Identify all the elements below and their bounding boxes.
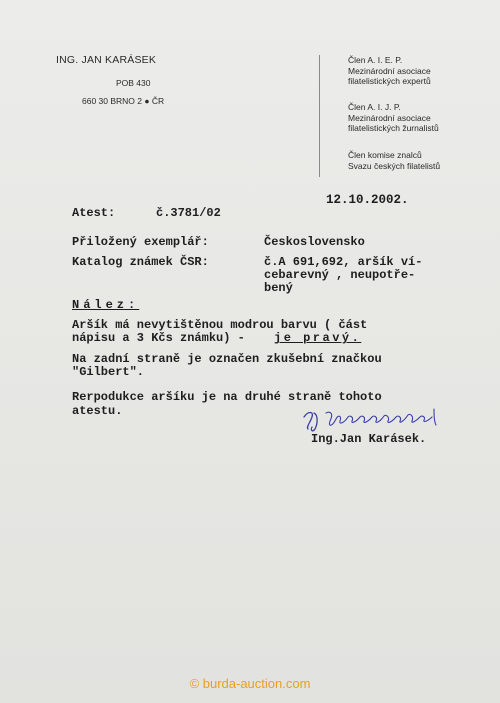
finding-text-line: atestu. xyxy=(72,404,123,418)
finding-text-line: nápisu a 3 Kčs známku) - xyxy=(72,331,245,345)
enclosed-label: Přiložený exemplář: xyxy=(72,235,209,249)
membership-line: Mezinárodní asociace xyxy=(348,112,431,123)
atest-number: č.3781/02 xyxy=(156,206,221,220)
membership-aiep xyxy=(348,55,431,87)
enclosed-value: Československo xyxy=(264,235,365,249)
membership-line: Svazu českých filatelistů xyxy=(348,160,441,171)
finding-text-line: Rerpodukce aršíku je na druhé straně tohoto xyxy=(72,390,382,404)
finding-text-line: Aršík má nevytištěnou modrou barvu ( část xyxy=(72,318,368,332)
letterhead-pob: POB 430 xyxy=(116,78,151,88)
catalog-label: Katalog známek ČSR: xyxy=(72,255,209,269)
letterhead-name: ING. JAN KARÁSEK xyxy=(56,54,157,66)
catalog-line: cebarevný , neupotře- xyxy=(264,268,416,282)
membership-line: filatelistických žurnalistů xyxy=(348,123,439,133)
signer-name: Ing.Jan Karásek. xyxy=(311,432,427,446)
membership-line: Mezinárodní asociace xyxy=(348,65,431,76)
letterhead-city: 660 30 BRNO 2 ● ČR xyxy=(82,96,165,106)
certificate-date: 12.10.2002. xyxy=(326,193,409,207)
finding-text-line: "Gilbert". xyxy=(72,365,145,379)
membership-line: Člen A. I. E. P. xyxy=(348,55,403,65)
finding-title: Nález: xyxy=(72,298,140,312)
handwritten-signature xyxy=(300,405,450,433)
membership-line: filatelistických expertů xyxy=(348,76,431,86)
finding-text-line: Na zadní straně je označen zkušební značkou xyxy=(72,352,382,366)
catalog-line: bený xyxy=(264,281,293,295)
membership-commission xyxy=(348,150,440,171)
auction-watermark: © burda-auction.com xyxy=(189,676,311,691)
atest-label: Atest: xyxy=(72,206,116,220)
membership-line: Člen A. I. J. P. xyxy=(348,102,401,112)
membership-aijp xyxy=(348,102,439,134)
finding-verdict: je pravý. xyxy=(274,331,362,345)
membership-line: Člen komise znalců xyxy=(348,150,422,160)
catalog-line: č.A 691,692, aršík ví- xyxy=(264,255,423,269)
letterhead-divider xyxy=(319,55,320,177)
